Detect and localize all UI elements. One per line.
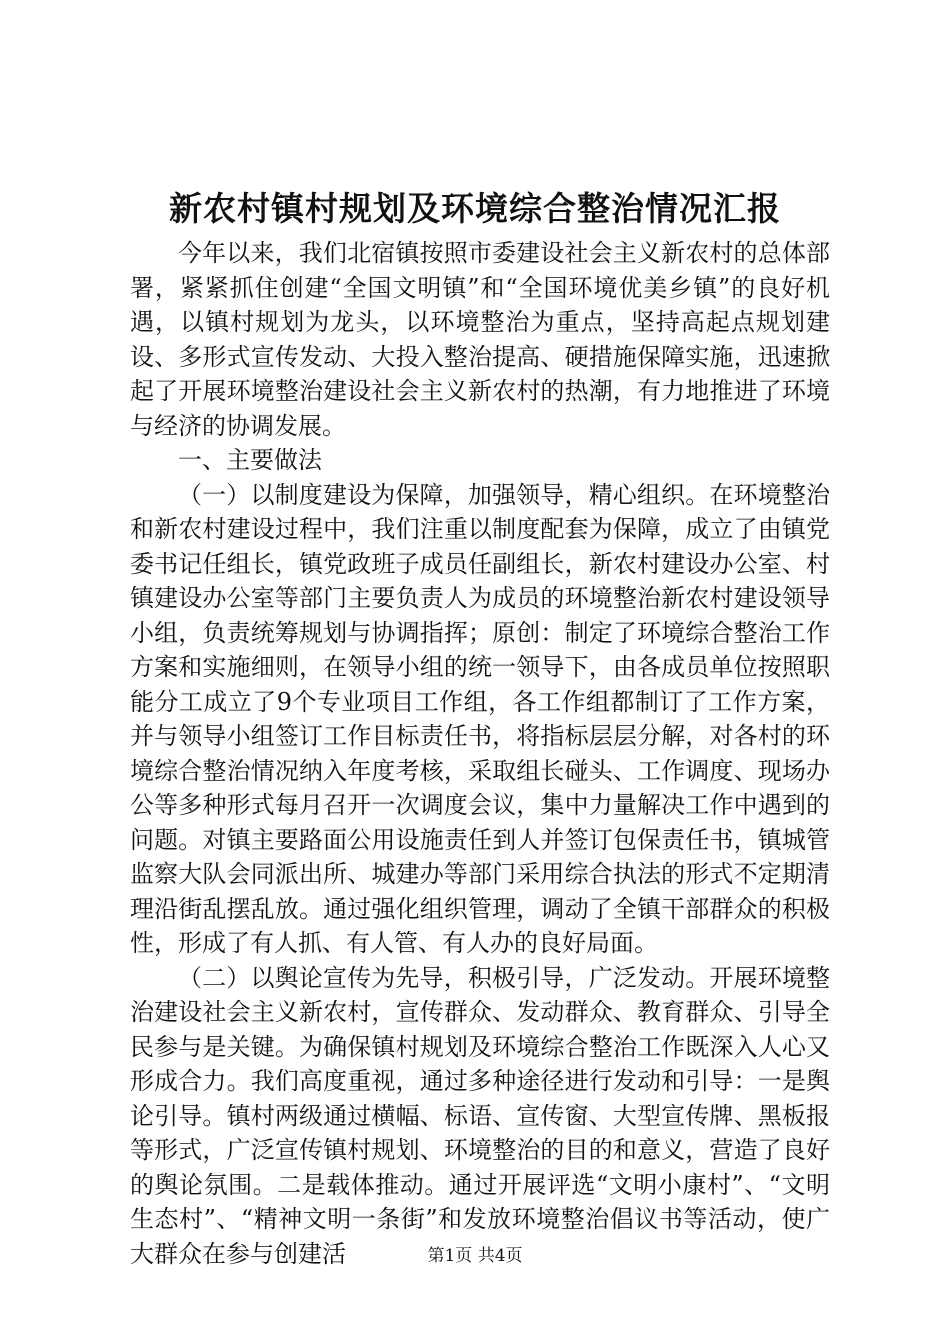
document-title: 新农村镇村规划及环境综合整治情况汇报: [169, 189, 781, 228]
page-footer: 第1页 共4页: [427, 1246, 523, 1266]
document-body: [130, 236, 830, 1271]
paragraph-intro: 今年以来，我们北宿镇按照市委建设社会主义新农村的总体部署，紧紧抓住创建“全国文明镇”和“全国环境优美乡镇”的良好机遇，以镇村规划为龙头，以环境整治为重点，坚持高起点规划建设、多形式宣传发动、大投入整治提高、硬措施保障实施，迅速掀起了开展环境整治建设社会主义新农村的热潮，有力地推进了环境与经济的协调发展。: [130, 239, 830, 440]
paragraph-publicity: （二）以舆论宣传为先导，积极引导，广泛发动。开展环境整治建设社会主义新农村，宣传群众、发动群众、教育群众、引导全民参与是关键。为确保镇村规划及环境综合整治工作既深入人心又形成合力。我们高度重视，通过多种途径进行发动和引导：一是舆论引导。镇村两级通过横幅、标语、宣传窗、大型宣传牌、黑板报等形式，广泛宣传镇村规划、环境整治的目的和意义，营造了良好的舆论氛围。二是载体推动。通过开展评选“文明小康村”、“文明生态村”、“精神文明一条街”和发放环境整治倡议书等活动，使广大群众在参与创建活: [130, 963, 830, 1268]
section-heading-main-practices: 一、主要做法: [178, 446, 322, 474]
paragraph-institution-building: （一）以制度建设为保障，加强领导，精心组织。在环境整治和新农村建设过程中，我们注重以制度配套为保障，成立了由镇党委书记任组长，镇党政班子成员任副组长，新农村建设办公室、村镇建设办公室等部门主要负责人为成员的环境整治新农村建设领导小组，负责统筹规划与协调指挥；原创：制定了环境综合整治工作方案和实施细则，在领导小组的统一领导下，由各成员单位按照职能分工成立了9个专业项目工作组，各工作组都制订了工作方案，并与领导小组签订工作目标责任书，将指标层层分解，对各村的环境综合整治情况纳入年度考核，采取组长碰头、工作调度、现场办公等多种形式每月召开一次调度会议，集中力量解决工作中遇到的问题。对镇主要路面公用设施责任到人并签订包保责任书，镇城管监察大队会同派出所、城建办等部门采用综合执法的形式不定期清理沿街乱摆乱放。通过强化组织管理，调动了全镇干部群众的积极性，形成了有人抓、有人管、有人办的良好局面。: [130, 480, 830, 957]
